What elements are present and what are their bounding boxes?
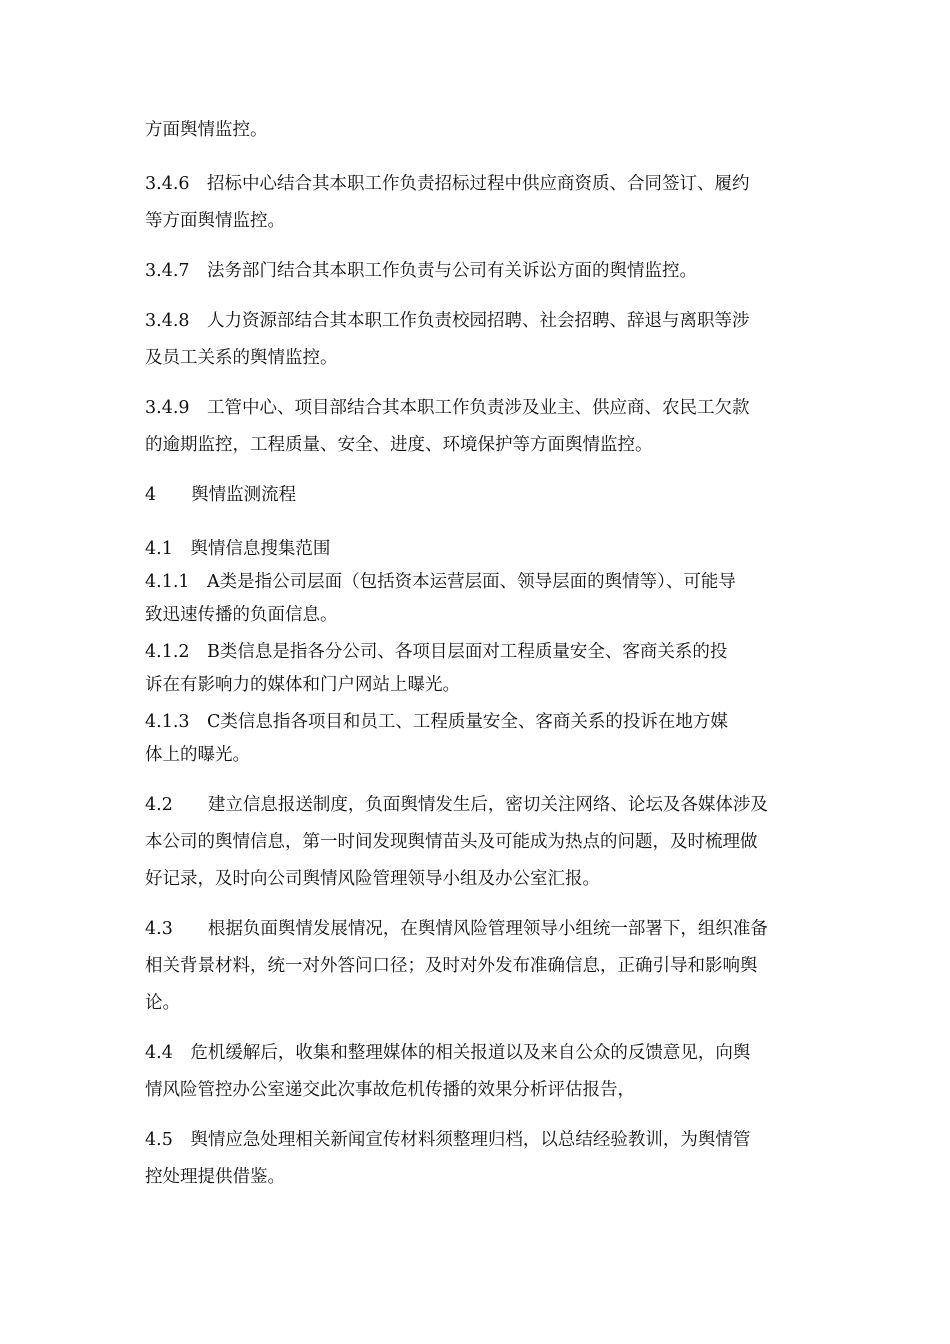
subsection-heading: 4.1 舆情信息搜集范围 [145,539,331,559]
text-line: 本公司的舆情信息，第一时间发现舆情苗头及可能成为热点的问题，及时梳理做 [145,832,758,852]
text-line: 4.5 舆情应急处理相关新闻宣传材料须整理归档，以总结经验教训，为舆情管 [145,1130,751,1150]
text-line: 4.4 危机缓解后，收集和整理媒体的相关报道以及来自公众的反馈意见，向舆 [145,1043,751,1063]
text-line: 4.3 根据负面舆情发展情况，在舆情风险管理领导小组统一部署下，组织准备 [145,919,768,939]
text-line: 3.4.7 法务部门结合其本职工作负责与公司有关诉讼方面的舆情监控。 [145,261,698,281]
text-line: 好记录，及时向公司舆情风险管理领导小组及办公室汇报。 [145,869,600,889]
text-line: 控处理提供借鉴。 [145,1167,285,1187]
text-line: 3.4.6 招标中心结合其本职工作负责招标过程中供应商资质、合同签订、履约 [145,174,750,194]
text-line: 等方面舆情监控。 [145,211,285,231]
section-heading: 4 舆情监测流程 [145,485,297,505]
text-line: 论。 [145,993,180,1013]
text-line: 4.1.3 C类信息指各项目和员工、工程质量安全、客商关系的投诉在地方媒 [145,712,728,732]
text-line: 致迅速传播的负面信息。 [145,605,338,625]
text-line: 情风险管控办公室递交此次事故危机传播的效果分析评估报告， [145,1080,635,1100]
text-line: 3.4.9 工管中心、项目部结合其本职工作负责涉及业主、供应商、农民工欠款 [145,398,750,418]
text-line: 及员工关系的舆情监控。 [145,348,338,368]
text-line: 体上的曝光。 [145,745,250,765]
text-line: 相关背景材料，统一对外答问口径；及时对外发布准确信息，正确引导和影响舆 [145,956,758,976]
text-line: 的逾期监控，工程质量、安全、进度、环境保护等方面舆情监控。 [145,435,653,455]
text-line: 4.1.1 A类是指公司层面（包括资本运营层面、领导层面的舆情等）、可能导 [145,572,736,592]
text-line: 4.2 建立信息报送制度，负面舆情发生后，密切关注网络、论坛及各媒体涉及 [145,795,768,815]
text-line: 4.1.2 B类信息是指各分公司、各项目层面对工程质量安全、客商关系的投 [145,642,728,662]
text-line: 诉在有影响力的媒体和门户网站上曝光。 [145,675,460,695]
text-line: 方面舆情监控。 [145,120,268,140]
text-line: 3.4.8 人力资源部结合其本职工作负责校园招聘、社会招聘、辞退与离职等涉 [145,311,750,331]
